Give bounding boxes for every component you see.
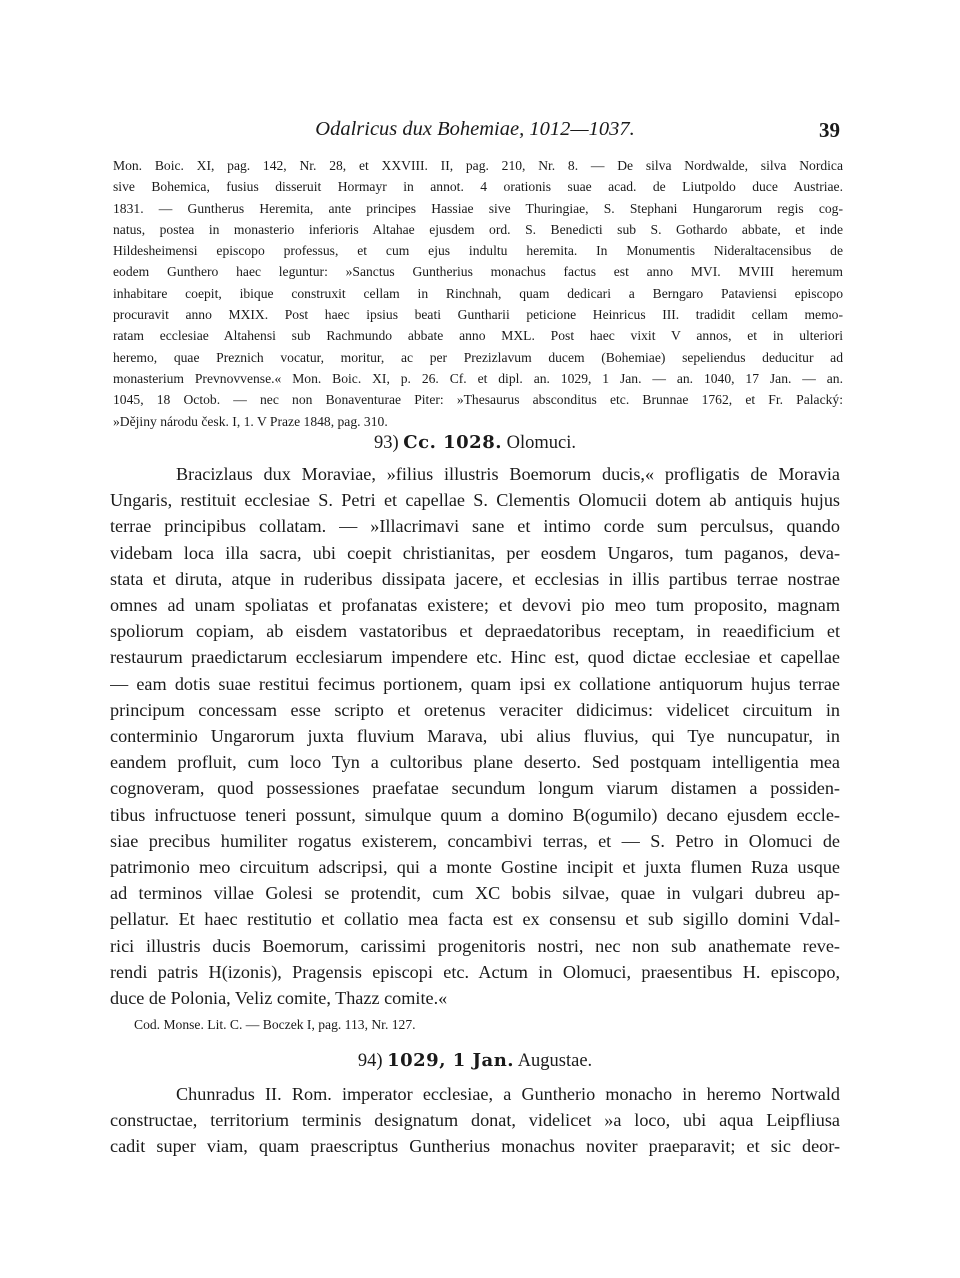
text-line: tibus infructuose teneri possunt, simulque quum a domino B(ogumilo) decano ejusdem eccle- xyxy=(110,804,840,825)
text-line: siae precibus humiliter rogatus existerem, concambivi terras, et — S. Petro in Olomuci de xyxy=(110,830,840,851)
text-line: — eam dotis suae restitui fecimus portionem, quam ipsi ex collatione antiquorum hujus terrae xyxy=(110,673,840,694)
text-line: videbam loca illa sacra, ubi coepit christianitas, per eosdem Ungaros, tum paganos, deva- xyxy=(110,542,840,563)
doc-93-date: Cc. 1028. xyxy=(403,432,502,453)
footnote-line: inhabitare coepit, ibique construxit cellam in Rinchnah, quam dedicari a Berngaro Pataviensi episcopo xyxy=(113,285,843,301)
text-line: rendi patris H(izonis), Pragensis episcopi etc. Actum in Olomuci, praesentibus H. episcopo, xyxy=(110,961,840,982)
doc-93-source: Cod. Monse. Lit. C. — Boczek I, pag. 113, Nr. 127. xyxy=(134,1017,416,1032)
text-line: constructae, territorium terminis designatum donat, videlicet »a loco, ubi aqua Leipfliusa xyxy=(110,1110,840,1131)
page-number: 39 xyxy=(819,118,840,142)
doc-94-date: 1029, 1 Jan. xyxy=(387,1050,515,1071)
doc-94-place: Augustae. xyxy=(517,1051,593,1071)
running-head xyxy=(110,118,840,148)
doc-94-number: 94) xyxy=(357,1051,383,1071)
footnote-line: eodem Gunthero haec leguntur: »Sanctus Guntherius monachus factus est anno MVI. MVIII heremum xyxy=(113,264,843,280)
text-line: rici illustris ducis Boemorum, carissimi progenitoris nostri, nec non sub anathemate reve- xyxy=(110,935,840,956)
doc-94-text xyxy=(110,1081,840,1160)
text-line: omnes ad unam spoliatas et profanatas existere; et devovi pio meo tum proposito, magnam xyxy=(110,595,840,616)
doc-93-heading xyxy=(110,432,840,454)
text-line: pellatur. Et haec restitutio et collatio mea facta est ex consensu et sub sigillo domini Vdal- xyxy=(110,909,840,930)
footnote-line: heremo, quae Preznich vocatur, moritur, ac per Prezizlavum ducem (Bohemiae) sepeliendus deducitur ad xyxy=(113,349,843,365)
footnote-line: Mon. Boic. XI, pag. 142, Nr. 28, et XXVIII. II, pag. 210, Nr. 8. — De silva Nordwalde, silva Nordica xyxy=(113,158,843,173)
footnote-block xyxy=(113,155,843,432)
text-line: ad terminos villae Golesi se protendit, cum XC bobis silvae, quae in vulgari dubreu ap- xyxy=(110,883,840,904)
text-line: spoliorum copiam, ab eisdem vastatoribus et depraedatoribus receptam, in reaedificium et xyxy=(110,621,840,642)
doc-94-heading xyxy=(110,1050,840,1072)
doc-93-text xyxy=(110,461,840,1011)
text-line: cadit super viam, quam praescriptus Guntherius monachus noviter praeparavit; et sic deor- xyxy=(110,1136,840,1157)
footnote-line: monasterium Prevnovvense.« Mon. Boic. XI, p. 26. Cf. et dipl. an. 1029, 1 Jan. — an. 1040, 17 Jan. — an. xyxy=(113,370,843,386)
footnote-line: procuravit anno MXIX. Post haec ipsius beati Guntharii peticione Heinricus III. tradidit cellam memo- xyxy=(113,307,843,323)
doc-93-place: Olomuci. xyxy=(506,433,576,453)
text-line: Bracizlaus dux Moraviae, »filius illustris Boemorum ducis,« profligatis de Moravia xyxy=(176,464,840,484)
footnote-line: ratam ecclesiae Altahensi sub Rachmundo abbate anno MXL. Post haec vixit V annos, et in ulteriori xyxy=(113,328,843,344)
text-line: restaurum praedictarum ecclesiarum impendere etc. Hinc est, quod dictae ecclesiae et capellae xyxy=(110,647,840,668)
footnote-line: 1831. — Guntherus Heremita, ante principes Hassiae sive Thuringiae, S. Stephani Hungarorum regis cog- xyxy=(113,200,843,216)
text-line: terrae principibus collatam. — »Illacrimavi sane et intimo corde sum perculsus, quando xyxy=(110,516,840,537)
text-line: patrimonio meo circuitum adscripsi, qui a monte Gostine incipit et juxta flumen Ruza usque xyxy=(110,857,840,878)
footnote-line: Hildesheimensi episcopo professus, et cum ejus indultu heremita. In Monumentis Nideraltacensibus de xyxy=(113,243,843,259)
doc-93-number: 93) xyxy=(374,433,399,453)
text-line: conterminio Ungarorum juxta fluvium Marava, ubi alius fluvius, qui Tye nuncupatur, in xyxy=(110,726,840,747)
text-line: Ungaris, restituit ecclesiae S. Petri et capellae S. Clementis Olomucii dotem ab antiquis hujus xyxy=(110,490,840,511)
text-line: duce de Polonia, Veliz comite, Thazz comite.« xyxy=(110,988,448,1009)
footnote-line: natus, postea in monasterio inferioris Altahae ejusdem ord. S. Benedicti sub S. Gothardo abbate, et inde xyxy=(113,221,843,237)
text-line: cognoveram, quod possessiones praefatae secundum longum viarum distamen a possiden- xyxy=(110,778,840,799)
footnote-line: »Dějiny národu česk. I, 1. V Praze 1848, pag. 310. xyxy=(113,413,388,429)
text-line: principum concessam esse scripto et oretenus veraciter didicimus: videlicet circuitum in xyxy=(110,699,840,720)
footnote-line: 1045, 18 Octob. — nec non Bonaventurae Piter: »Thesaurus absconditus etc. Brunnae 1762, et Fr. Palacký: xyxy=(113,392,843,408)
footnote-line: sive Bohemica, fusius disseruit Hormayr in annot. 4 orationis suae acad. de Liutpoldo duce Austriae. xyxy=(113,179,843,195)
text-line: Chunradus II. Rom. imperator ecclesiae, a Guntherio monacho in heremo Nortwald xyxy=(176,1084,840,1104)
text-line: eandem profluit, cum loco Tyn a cultoribus plane deserto. Sed postquam intelligentia mea xyxy=(110,752,840,773)
text-line: stata et diruta, atque in ruderibus dissipata jacere, et ecclesias in illis partibus terrae nostrae xyxy=(110,568,840,589)
running-title: Odalricus dux Bohemiae, 1012—1037. xyxy=(315,118,635,140)
